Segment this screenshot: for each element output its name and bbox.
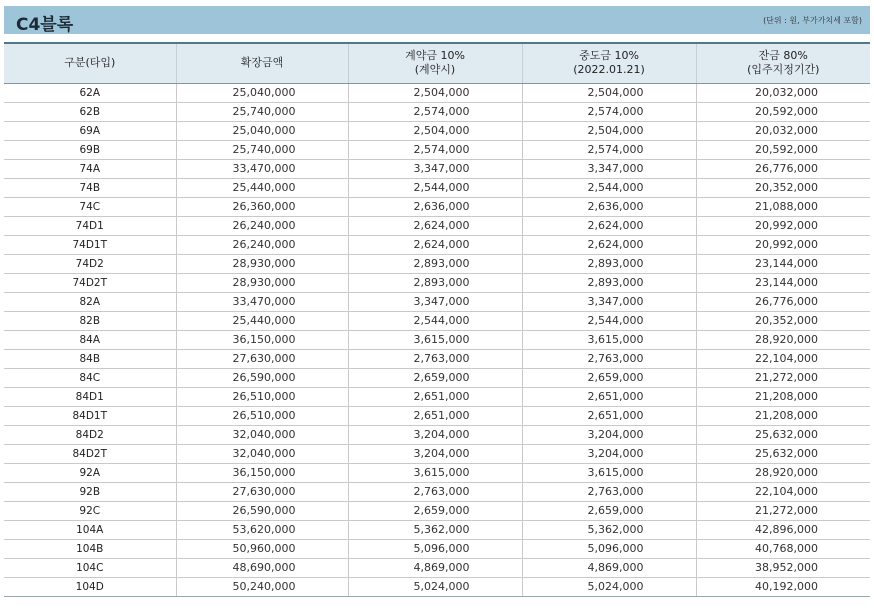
interim-payment-cell: 2,651,000 (522, 406, 696, 425)
interim-payment-cell: 2,624,000 (522, 235, 696, 254)
interim-payment-cell: 2,636,000 (522, 197, 696, 216)
table-row (4, 349, 870, 368)
table-row (4, 425, 870, 444)
type-cell: 84D2 (4, 425, 176, 444)
expansion-amount-cell: 25,040,000 (176, 83, 348, 102)
balance-cell: 25,632,000 (696, 425, 870, 444)
type-cell: 84A (4, 330, 176, 349)
type-cell: 84D1T (4, 406, 176, 425)
type-cell: 84D2T (4, 444, 176, 463)
contract-deposit-cell: 2,651,000 (348, 387, 522, 406)
contract-deposit-cell: 2,544,000 (348, 178, 522, 197)
interim-payment-cell: 5,024,000 (522, 577, 696, 596)
contract-deposit-cell: 2,574,000 (348, 140, 522, 159)
expansion-amount-cell: 25,740,000 (176, 102, 348, 121)
contract-deposit-cell: 2,574,000 (348, 102, 522, 121)
balance-cell: 40,768,000 (696, 539, 870, 558)
interim-payment-cell: 5,362,000 (522, 520, 696, 539)
type-cell: 69B (4, 140, 176, 159)
balance-cell: 21,208,000 (696, 387, 870, 406)
balance-cell: 20,352,000 (696, 311, 870, 330)
interim-payment-cell: 2,659,000 (522, 501, 696, 520)
expansion-amount-cell: 33,470,000 (176, 159, 348, 178)
expansion-amount-cell: 32,040,000 (176, 425, 348, 444)
interim-payment-cell: 3,347,000 (522, 159, 696, 178)
contract-deposit-cell: 2,659,000 (348, 501, 522, 520)
type-cell: 62B (4, 102, 176, 121)
table-row (4, 330, 870, 349)
balance-cell: 23,144,000 (696, 254, 870, 273)
balance-cell: 20,992,000 (696, 235, 870, 254)
expansion-amount-cell: 50,240,000 (176, 577, 348, 596)
table-row (4, 482, 870, 501)
contract-deposit-cell: 3,204,000 (348, 444, 522, 463)
balance-cell: 38,952,000 (696, 558, 870, 577)
contract-deposit-cell: 2,624,000 (348, 235, 522, 254)
table-row (4, 235, 870, 254)
table-row (4, 577, 870, 596)
balance-cell: 21,272,000 (696, 501, 870, 520)
balance-cell: 20,592,000 (696, 102, 870, 121)
table-row (4, 254, 870, 273)
table-row (4, 197, 870, 216)
balance-cell: 28,920,000 (696, 330, 870, 349)
expansion-amount-cell: 50,960,000 (176, 539, 348, 558)
expansion-amount-cell: 25,040,000 (176, 121, 348, 140)
interim-payment-cell: 3,615,000 (522, 330, 696, 349)
table-row (4, 501, 870, 520)
interim-payment-cell: 3,347,000 (522, 292, 696, 311)
table-row (4, 121, 870, 140)
contract-deposit-cell: 2,504,000 (348, 83, 522, 102)
type-cell: 74D1 (4, 216, 176, 235)
balance-cell: 21,088,000 (696, 197, 870, 216)
expansion-amount-cell: 27,630,000 (176, 482, 348, 501)
interim-payment-cell: 4,869,000 (522, 558, 696, 577)
contract-deposit-cell: 2,504,000 (348, 121, 522, 140)
interim-payment-cell: 2,624,000 (522, 216, 696, 235)
balance-cell: 26,776,000 (696, 159, 870, 178)
contract-deposit-cell: 2,624,000 (348, 216, 522, 235)
interim-payment-cell: 2,574,000 (522, 140, 696, 159)
expansion-amount-cell: 48,690,000 (176, 558, 348, 577)
type-cell: 74D2T (4, 273, 176, 292)
contract-deposit-cell: 3,615,000 (348, 330, 522, 349)
interim-payment-cell: 3,615,000 (522, 463, 696, 482)
contract-deposit-cell: 2,636,000 (348, 197, 522, 216)
interim-payment-cell: 2,504,000 (522, 121, 696, 140)
balance-cell: 25,632,000 (696, 444, 870, 463)
table-row (4, 102, 870, 121)
table-row (4, 178, 870, 197)
table-row (4, 387, 870, 406)
balance-cell: 22,104,000 (696, 482, 870, 501)
contract-deposit-cell: 2,763,000 (348, 482, 522, 501)
expansion-amount-cell: 26,240,000 (176, 235, 348, 254)
type-cell: 69A (4, 121, 176, 140)
interim-payment-cell: 3,204,000 (522, 425, 696, 444)
contract-deposit-cell: 2,893,000 (348, 254, 522, 273)
expansion-amount-cell: 25,440,000 (176, 178, 348, 197)
type-cell: 74D1T (4, 235, 176, 254)
table-row (4, 140, 870, 159)
type-cell: 74B (4, 178, 176, 197)
table-row (4, 463, 870, 482)
contract-deposit-cell: 3,347,000 (348, 159, 522, 178)
balance-cell: 28,920,000 (696, 463, 870, 482)
interim-payment-cell: 2,763,000 (522, 349, 696, 368)
table-row (4, 406, 870, 425)
expansion-amount-cell: 26,590,000 (176, 501, 348, 520)
expansion-amount-cell: 25,740,000 (176, 140, 348, 159)
contract-deposit-cell: 5,362,000 (348, 520, 522, 539)
interim-payment-cell: 2,544,000 (522, 311, 696, 330)
type-cell: 104D (4, 577, 176, 596)
expansion-amount-cell: 33,470,000 (176, 292, 348, 311)
type-cell: 92C (4, 501, 176, 520)
contract-deposit-cell: 3,347,000 (348, 292, 522, 311)
type-cell: 92A (4, 463, 176, 482)
header-interim-payment: 중도금 10% (2022.01.21) (522, 43, 696, 83)
type-cell: 82A (4, 292, 176, 311)
balance-cell: 21,272,000 (696, 368, 870, 387)
expansion-amount-cell: 36,150,000 (176, 463, 348, 482)
table-row (4, 558, 870, 577)
header-contract-deposit: 계약금 10% (계약시) (348, 43, 522, 83)
interim-payment-cell: 5,096,000 (522, 539, 696, 558)
type-cell: 104C (4, 558, 176, 577)
page-title: C4블록 (16, 15, 74, 35)
contract-deposit-cell: 3,204,000 (348, 425, 522, 444)
contract-deposit-cell: 2,659,000 (348, 368, 522, 387)
header-balance: 잔금 80% (입주지정기간) (696, 43, 870, 83)
interim-payment-cell: 2,574,000 (522, 102, 696, 121)
table-row (4, 520, 870, 539)
table-row (4, 273, 870, 292)
expansion-amount-cell: 53,620,000 (176, 520, 348, 539)
balance-cell: 20,032,000 (696, 121, 870, 140)
type-cell: 104B (4, 539, 176, 558)
table-row (4, 311, 870, 330)
table-row (4, 292, 870, 311)
interim-payment-cell: 2,544,000 (522, 178, 696, 197)
table-row (4, 444, 870, 463)
price-table (4, 42, 870, 597)
type-cell: 74D2 (4, 254, 176, 273)
balance-cell: 20,992,000 (696, 216, 870, 235)
balance-cell: 20,032,000 (696, 83, 870, 102)
type-cell: 62A (4, 83, 176, 102)
table-row (4, 159, 870, 178)
type-cell: 74A (4, 159, 176, 178)
interim-payment-cell: 3,204,000 (522, 444, 696, 463)
type-cell: 74C (4, 197, 176, 216)
contract-deposit-cell: 2,893,000 (348, 273, 522, 292)
table-row (4, 368, 870, 387)
balance-cell: 42,896,000 (696, 520, 870, 539)
expansion-amount-cell: 26,510,000 (176, 406, 348, 425)
balance-cell: 20,352,000 (696, 178, 870, 197)
interim-payment-cell: 2,659,000 (522, 368, 696, 387)
expansion-amount-cell: 26,510,000 (176, 387, 348, 406)
type-cell: 84D1 (4, 387, 176, 406)
contract-deposit-cell: 3,615,000 (348, 463, 522, 482)
type-cell: 84C (4, 368, 176, 387)
balance-cell: 20,592,000 (696, 140, 870, 159)
balance-cell: 40,192,000 (696, 577, 870, 596)
title-bar (4, 6, 870, 34)
interim-payment-cell: 2,504,000 (522, 83, 696, 102)
type-cell: 82B (4, 311, 176, 330)
interim-payment-cell: 2,893,000 (522, 254, 696, 273)
expansion-amount-cell: 26,590,000 (176, 368, 348, 387)
type-cell: 84B (4, 349, 176, 368)
type-cell: 92B (4, 482, 176, 501)
table-body (4, 83, 870, 596)
contract-deposit-cell: 2,544,000 (348, 311, 522, 330)
interim-payment-cell: 2,763,000 (522, 482, 696, 501)
table-row (4, 83, 870, 102)
table-row (4, 539, 870, 558)
expansion-amount-cell: 28,930,000 (176, 273, 348, 292)
interim-payment-cell: 2,651,000 (522, 387, 696, 406)
header-type: 구분(타입) (4, 43, 176, 83)
contract-deposit-cell: 5,024,000 (348, 577, 522, 596)
balance-cell: 23,144,000 (696, 273, 870, 292)
contract-deposit-cell: 2,763,000 (348, 349, 522, 368)
expansion-amount-cell: 32,040,000 (176, 444, 348, 463)
expansion-amount-cell: 26,240,000 (176, 216, 348, 235)
expansion-amount-cell: 36,150,000 (176, 330, 348, 349)
contract-deposit-cell: 4,869,000 (348, 558, 522, 577)
expansion-amount-cell: 27,630,000 (176, 349, 348, 368)
balance-cell: 22,104,000 (696, 349, 870, 368)
balance-cell: 21,208,000 (696, 406, 870, 425)
interim-payment-cell: 2,893,000 (522, 273, 696, 292)
expansion-amount-cell: 25,440,000 (176, 311, 348, 330)
table-row (4, 216, 870, 235)
type-cell: 104A (4, 520, 176, 539)
expansion-amount-cell: 26,360,000 (176, 197, 348, 216)
contract-deposit-cell: 5,096,000 (348, 539, 522, 558)
balance-cell: 26,776,000 (696, 292, 870, 311)
unit-note: (단위 : 원, 부가가치세 포함) (763, 16, 862, 25)
header-expansion-amount: 확장금액 (176, 43, 348, 83)
table-header-row (4, 43, 870, 83)
contract-deposit-cell: 2,651,000 (348, 406, 522, 425)
expansion-amount-cell: 28,930,000 (176, 254, 348, 273)
